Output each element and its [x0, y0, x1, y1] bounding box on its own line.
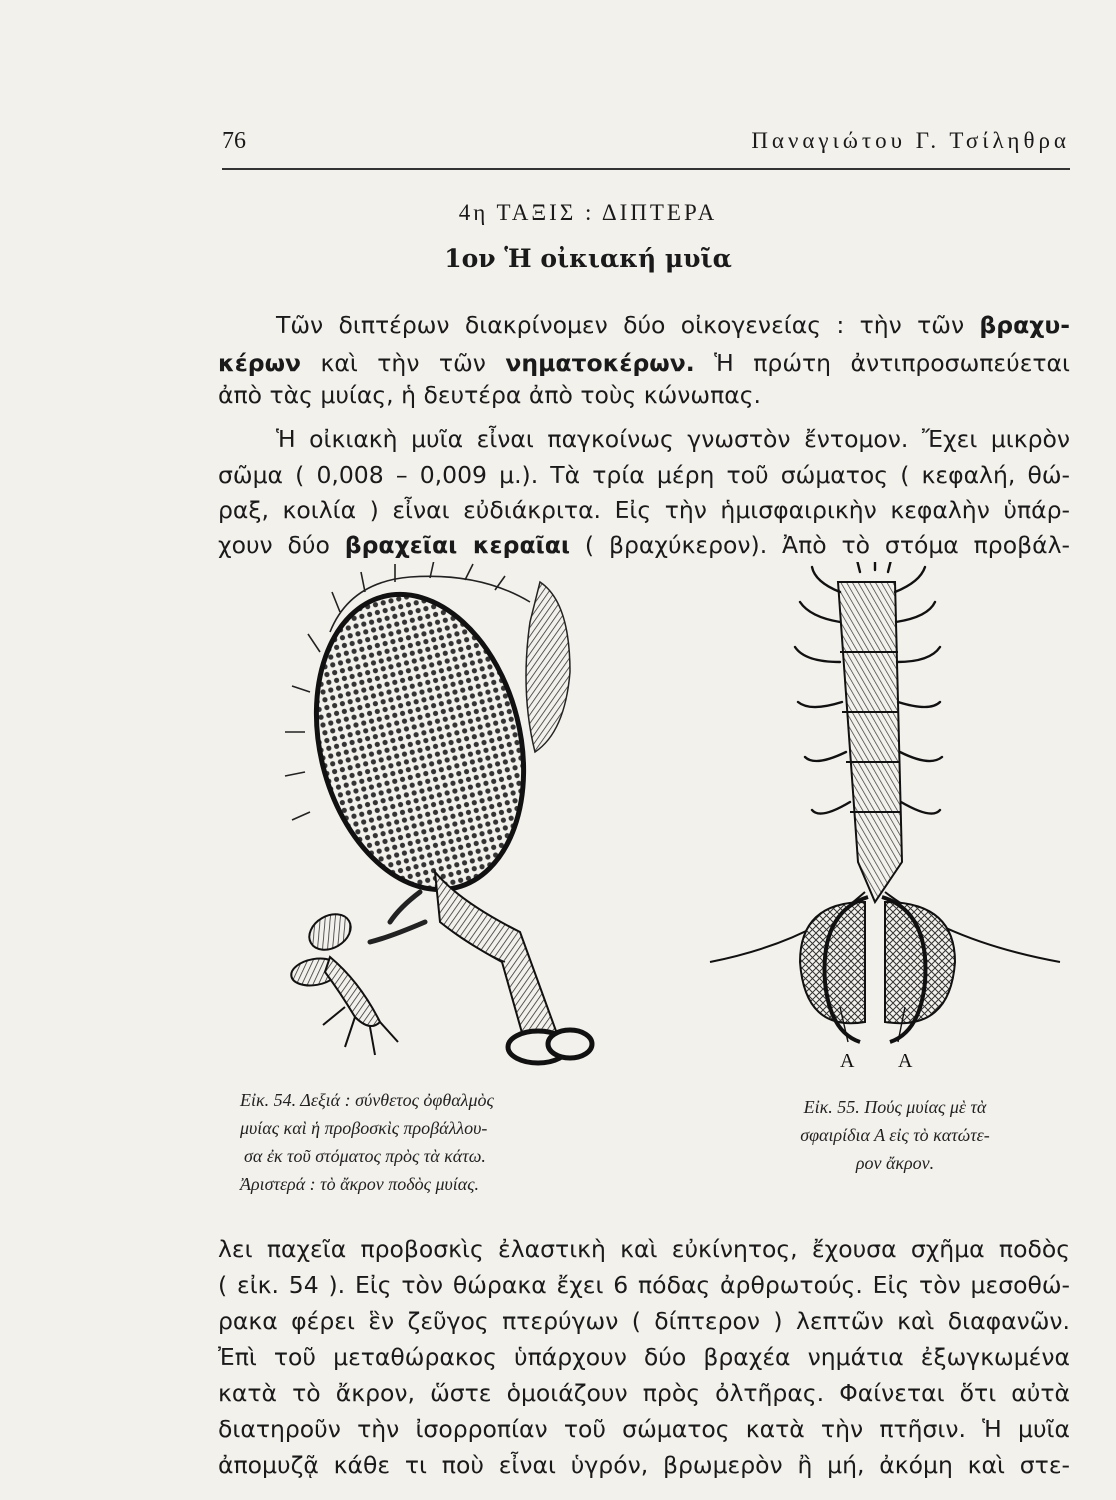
pulvillus-left: [800, 902, 865, 1023]
running-head: Παναγιώτου Γ. Τσίληθρα: [751, 128, 1070, 153]
figure-55-illustration: [690, 562, 1080, 1082]
paragraph-line: κέρων καὶ τὴν τῶν νηματοκέρων. Ἡ πρώτη ἀντιπροσωπεύεται: [218, 349, 1070, 377]
antenna-tuft: [526, 582, 570, 752]
figure-55-caption: Εἰκ. 55. Πούς μυίας μὲ τὰ σφαιρίδια Α εἰς τὸ κατώτε- ρον ἄκρον.: [800, 1097, 990, 1173]
paragraph-line: ραξ, κοιλία ) εἶναι εὐδιάκριτα. Εἰς τὴν ἡμισφαιρικὴν κεφαλὴν ὑπάρ-: [218, 496, 1070, 524]
paragraph-line: Ἡ οἰκιακὴ μυῖα εἶναι παγκοίνως γνωστὸν ἔντομον. Ἔχει μικρὸν: [276, 425, 1070, 453]
paragraph-line: κατὰ τὸ ἄκρον, ὥστε ὁμοιάζουν πρὸς ὀλτῆρας. Φαίνεται ὅτι αὐτὰ: [218, 1379, 1070, 1407]
term-bold: κέρων: [218, 349, 302, 377]
paragraph-line: Τῶν διπτέρων διακρίνομεν δύο οἰκογενείας : τὴν τῶν βραχυ-: [276, 311, 1070, 339]
term-bold: βραχυ-: [979, 311, 1070, 339]
term-bold: βραχεῖαι κεραῖαι: [344, 531, 571, 559]
order-title: 4η ΤΑΞΙΣ : ΔΙΠΤΕΡΑ: [458, 200, 718, 225]
leg-segment: [838, 582, 902, 902]
paragraph-line: ( εἰκ. 54 ). Εἰς τὸν θώρακα ἔχει 6 πόδας ἀρθρωτούς. Εἰς τὸν μεσοθώ-: [218, 1271, 1070, 1299]
proboscis-lobe: [548, 1030, 592, 1058]
header-rule: [222, 168, 1070, 170]
paragraph-line: χουν δύο βραχεῖαι κεραῖαι ( βραχύκερον). Ἀπὸ τὸ στόμα προβάλ-: [218, 531, 1070, 559]
paragraph-line: ρακα φέρει ἓν ζεῦγος πτερύγων ( δίπτερον ) λεπτῶν καὶ διαφανῶν.: [218, 1307, 1070, 1335]
proboscis: [435, 872, 560, 1054]
chapter-title: 1ον Ἡ οἰκιακή μυῖα: [444, 244, 732, 273]
paragraph-line: λει παχεῖα προβοσκὶς ἐλαστικὴ καὶ εὐκίνητος, ἔχουσα σχῆμα ποδὸς: [218, 1235, 1070, 1263]
term-bold: νηματοκέρων.: [505, 349, 695, 377]
paragraph-line: Ἐπὶ τοῦ μεταθώρακος ὑπάρχουν δύο βραχέα νημάτια ἐξωγκωμένα: [218, 1343, 1070, 1371]
label-a-right: Α: [898, 1050, 913, 1072]
fly-foot-small: [289, 907, 398, 1055]
figure-54-illustration: [270, 562, 610, 1082]
compound-eye: [287, 572, 554, 911]
paragraph-line: ἀπομυζᾷ κάθε τι ποὺ εἶναι ὑγρόν, βρωμερὸν ἢ μή, ἀκόμη καὶ στε-: [218, 1451, 1070, 1479]
page-number: 76: [222, 128, 246, 154]
page-header: [222, 128, 1070, 162]
paragraph-line: διατηροῦν τὴν ἰσορροπίαν τοῦ σώματος κατὰ τὴν πτῆσιν. Ἡ μυῖα: [218, 1415, 1070, 1443]
paragraph-line: ἀπὸ τὰς μυίας, ἡ δευτέρα ἀπὸ τοὺς κώνωπας.: [218, 381, 761, 409]
label-a-left: Α: [840, 1050, 855, 1072]
figure-54-caption: Εἰκ. 54. Δεξιά : σύνθετος ὀφθαλμὸς μυίας καὶ ἡ προβοσκὶς προβάλλου- σα ἐκ τοῦ στόματος πρὸς τὰ κάτω. Ἀριστερά : τὸ ἄκρον ποδὸς μυίας.: [240, 1090, 494, 1194]
paragraph-line: σῶμα ( 0,008 – 0,009 μ.). Τὰ τρία μέρη τοῦ σώματος ( κεφαλή, θώ-: [218, 461, 1070, 489]
